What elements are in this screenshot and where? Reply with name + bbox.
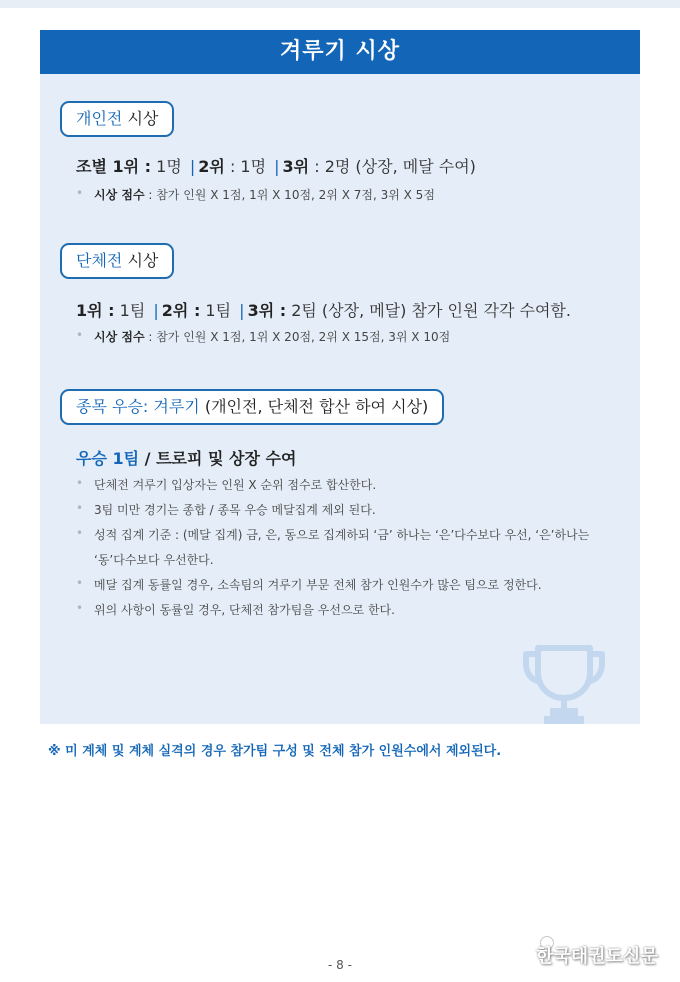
individual-r2-label: 2위 <box>198 157 225 176</box>
separator: | <box>189 157 196 176</box>
overall-tag-accent: 종목 우승: 겨루기 <box>76 397 200 416</box>
team-score-label: 시상 점수 <box>94 330 145 344</box>
team-r2-value: 1팀 <box>200 301 232 320</box>
individual-r2-value: : 1명 <box>224 157 267 176</box>
team-section-tag <box>60 243 174 279</box>
overall-bullet-1: • 단체전 겨루기 입상자는 인원 X 순위 점수로 합산한다. <box>76 476 376 493</box>
overall-bullet-3: • 성적 집계 기준 : (메달 집계) 금, 은, 동으로 집계하되 ‘금’ 하나는 ‘은’다수보다 우선, ‘은’하나는 <box>76 526 589 543</box>
individual-r3-label: 3위 <box>282 157 310 176</box>
trophy-icon <box>516 642 612 724</box>
individual-score-bullet <box>76 186 435 203</box>
team-score-text: : 참가 인원 X 1점, 1위 X 20점, 2위 X 15점, 3위 X 10점 <box>144 330 451 344</box>
individual-r1-label: 1위 : <box>112 157 152 176</box>
separator: | <box>153 301 159 320</box>
team-tag-rest: 시상 <box>122 251 159 270</box>
team-tag-accent: 단체전 <box>76 251 123 270</box>
overall-subhead-accent: 우승 1팀 <box>76 449 140 468</box>
individual-tag-accent: 개인전 <box>76 109 123 128</box>
individual-tag-rest: 시상 <box>122 109 159 128</box>
overall-bullet-5: • 위의 사항이 동률일 경우, 단체전 참가팀을 우선으로 한다. <box>76 601 395 618</box>
team-r1-value: 1팀 <box>114 301 146 320</box>
individual-section-tag <box>60 101 174 137</box>
team-score-bullet <box>76 328 450 345</box>
team-r3-value: 2팀 (상장, 메달) 참가 인원 각각 수여함. <box>286 301 571 320</box>
top-strip <box>0 0 680 8</box>
overall-section-tag <box>60 389 444 425</box>
page-number: - 8 - <box>328 958 352 972</box>
team-r1-label: 1위 : <box>76 301 115 320</box>
individual-score-text: : 참가 인원 X 1점, 1위 X 10점, 2위 X 7점, 3위 X 5점 <box>144 188 435 202</box>
watermark: 한국태권도신문 <box>536 946 658 967</box>
overall-bullet-2: • 3팀 미만 경기는 종합 / 종목 우승 메달집계 제외 된다. <box>76 501 376 518</box>
individual-awards-line <box>76 154 476 177</box>
separator: | <box>274 157 280 176</box>
overall-subhead-rest: / 트로피 및 상장 수여 <box>139 449 297 468</box>
individual-prefix: 조별 <box>76 157 113 176</box>
individual-r3-value: : 2명 (상장, 메달 수여) <box>309 157 476 176</box>
team-awards-line <box>76 298 571 321</box>
individual-score-label: 시상 점수 <box>94 188 145 202</box>
overall-bullet-4: • 메달 집계 동률일 경우, 소속팀의 겨루기 부문 전체 참가 인원수가 많은 팀으로 정한다. <box>76 576 542 593</box>
separator: | <box>239 301 245 320</box>
overall-subhead <box>76 446 296 469</box>
overall-bullet-3-continued: ‘동’다수보다 우선한다. <box>94 553 214 567</box>
page-title: 겨루기 시상 <box>40 30 640 74</box>
footnote: ※ 미 계체 및 계체 실격의 경우 참가팀 구성 및 전체 참가 인원수에서 제외된다. <box>48 744 502 759</box>
individual-r1-value: 1명 <box>151 157 182 176</box>
overall-tag-rest: (개인전, 단체전 합산 하여 시상) <box>199 397 429 416</box>
team-r2-label: 2위 : <box>161 301 201 320</box>
team-r3-label: 3위 : <box>247 301 287 320</box>
